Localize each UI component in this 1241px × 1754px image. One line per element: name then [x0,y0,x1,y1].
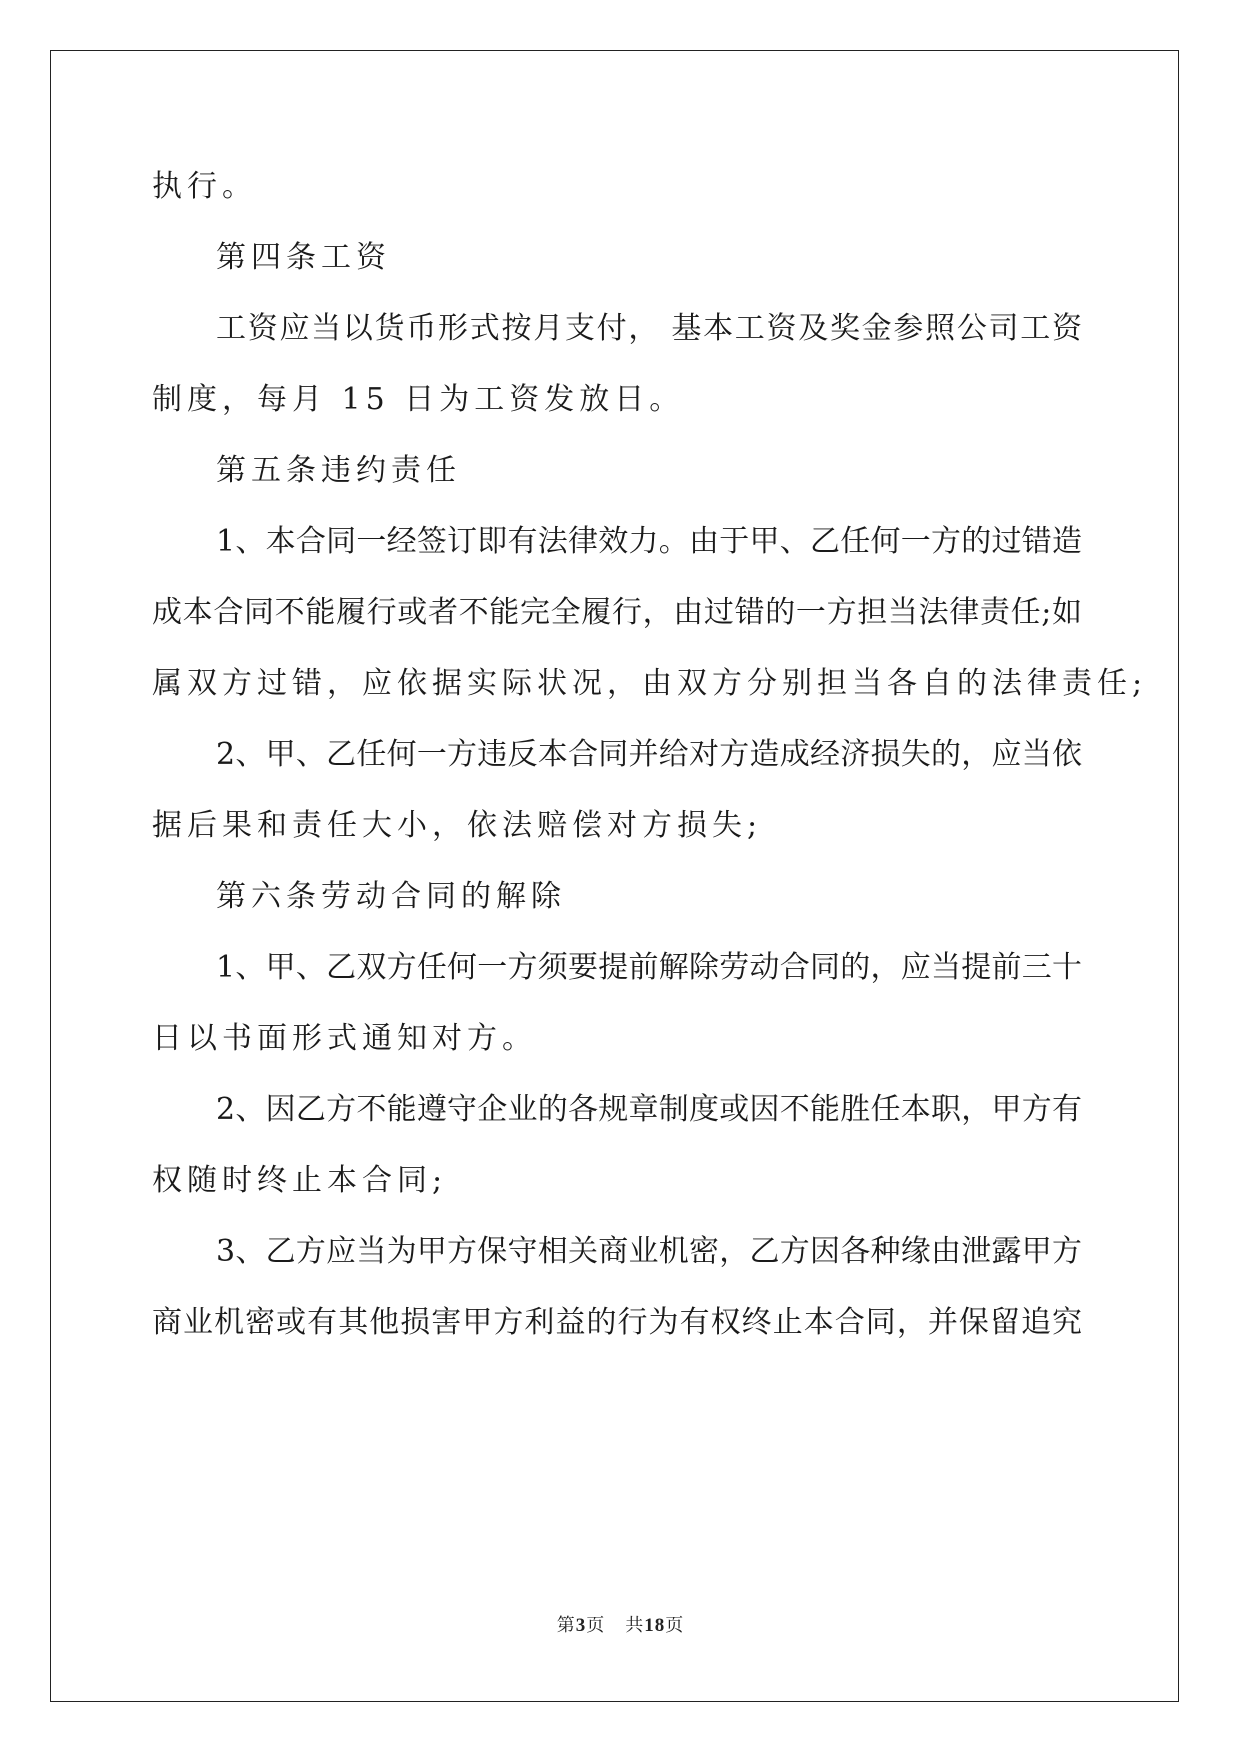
text-line: 日以书面形式通知对方。 [152,1021,537,1056]
page-footer [0,1611,1241,1637]
page-prefix: 第 [556,1615,576,1636]
text-line: 2、因乙方不能遵守企业的各规章制度或因不能胜任本职，甲方有 [216,1092,1082,1127]
text-line: 3、乙方应当为甲方保守相关商业机密，乙方因各种缘由泄露甲方 [216,1234,1082,1269]
page-number: 3 [575,1615,587,1636]
text-line: 1、本合同一经签订即有法律效力。由于甲、乙任何一方的过错造 [216,524,1082,559]
total-prefix: 共 [625,1615,645,1636]
total-suffix: 页 [665,1615,685,1636]
section-heading: 第六条劳动合同的解除 [216,879,566,914]
section-heading: 第五条违约责任 [216,453,461,488]
text-line: 成本合同不能履行或者不能完全履行，由过错的一方担当法律责任;如 [152,595,1082,630]
text-line: 商业机密或有其他损害甲方利益的行为有权终止本合同，并保留追究 [152,1305,1082,1340]
total-pages: 18 [644,1615,666,1636]
text-line: 2、甲、乙任何一方违反本合同并给对方造成经济损失的，应当依 [216,737,1082,772]
text-line: 执行。 [152,169,257,204]
text-line: 据后果和责任大小，依法赔偿对方损失; [152,808,763,843]
text-line: 权随时终止本合同; [152,1163,448,1198]
document-body [152,151,1148,1358]
text-line: 制度，每月 15 日为工资发放日。 [152,382,685,417]
text-line: 属双方过错，应依据实际状况，由双方分别担当各自的法律责任; [152,666,1148,701]
text-line: 1、甲、乙双方任何一方须要提前解除劳动合同的，应当提前三十 [216,950,1082,985]
text-line: 工资应当以货币形式按月支付， 基本工资及奖金参照公司工资 [216,311,1082,346]
section-heading: 第四条工资 [216,240,391,275]
page-suffix: 页 [586,1615,606,1636]
